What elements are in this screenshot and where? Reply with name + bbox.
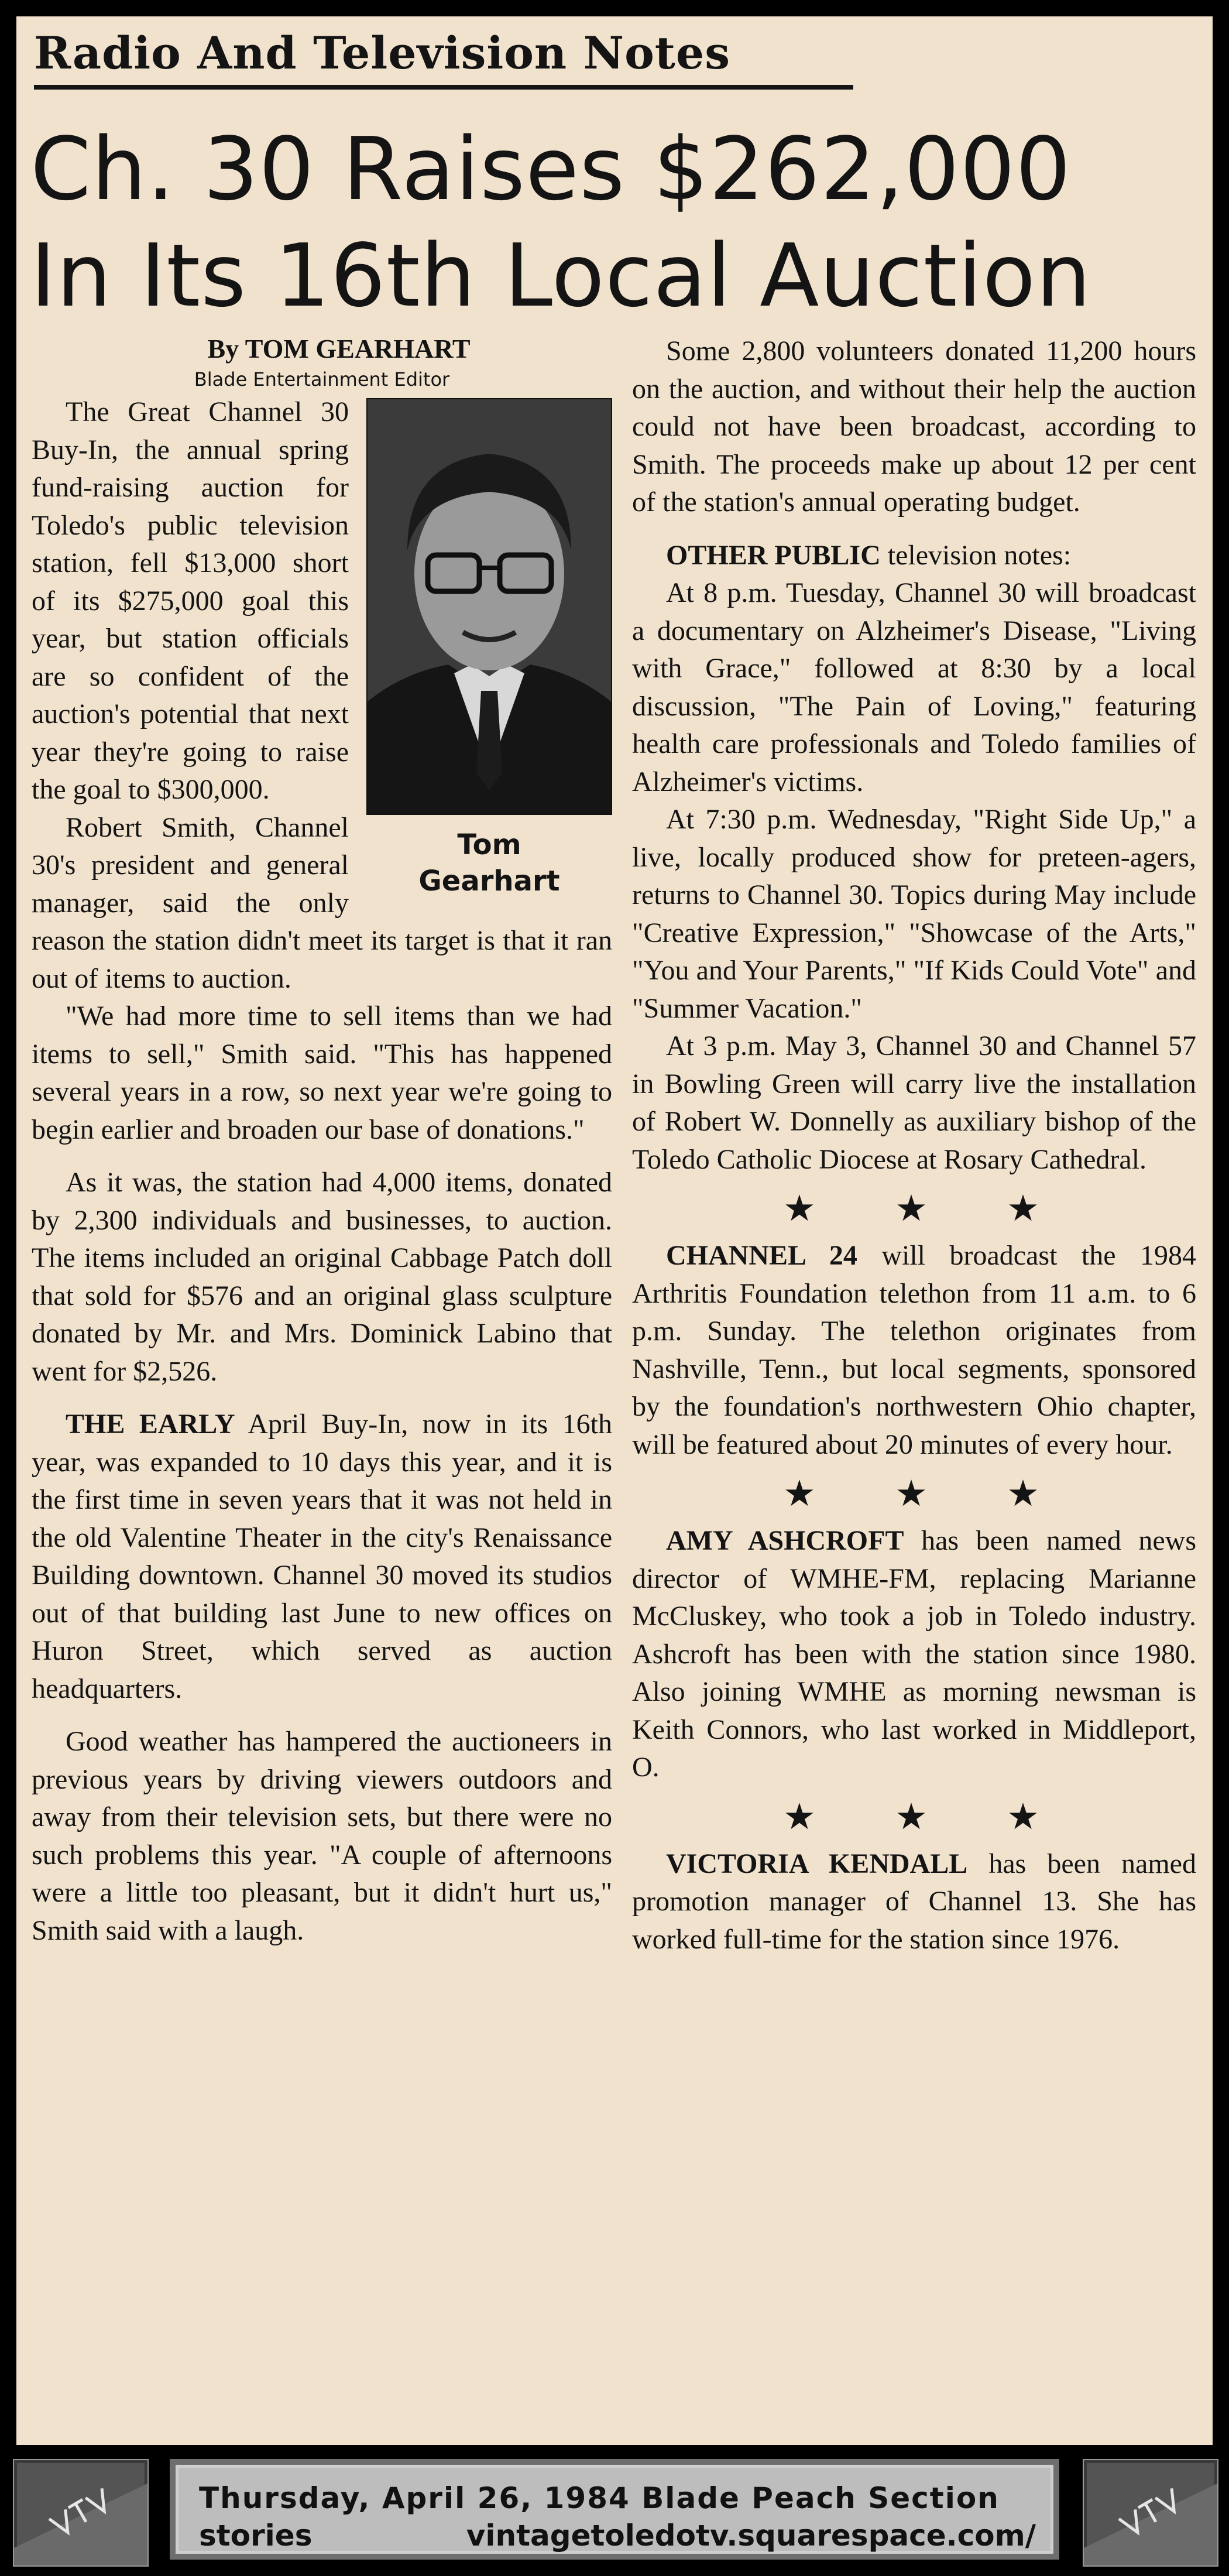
newspaper-clipping xyxy=(16,16,1213,2445)
paragraph: As it was, the station had 4,000 items, donated by 2,300 individuals and businesses, to auction. The items included an original Cabbage Patch doll that sold for $576 and an original glass sculpture donated by Mr. and Mrs. Dominick Labino that went for $2,526. xyxy=(32,1167,612,1387)
paragraph: AMY ASHCROFT has been named news director of WMHE-FM, replacing Marianne McCluskey, who took a job in Toledo industry. Ashcroft has been with the station since 1980. Also joining WMHE as morning newsman is Keith Connors, who last worked in Middleport, O. xyxy=(632,1525,1196,1783)
footer-caption-box xyxy=(170,2459,1059,2560)
footer-stories-label: stories xyxy=(199,2519,313,2553)
footer-date-line: Thursday, April 26, 1984 Blade Peach Section xyxy=(199,2481,1000,2515)
paragraph: OTHER PUBLIC television notes: xyxy=(666,539,1072,571)
star-divider: ★ ★ ★ xyxy=(783,1474,1074,1514)
byline-title: Blade Entertainment Editor xyxy=(194,368,450,390)
byline: By TOM GEARHART xyxy=(207,334,471,364)
headline-line-1: Ch. 30 Raises $262,000 xyxy=(30,119,1072,220)
paragraph: At 3 p.m. May 3, Channel 30 and Channel 57 in Bowling Green will carry live the installation of Robert W. Donnelly as auxiliary bishop of the Toledo Catholic Diocese at Rosary Cathedral. xyxy=(632,1030,1196,1175)
star-divider: ★ ★ ★ xyxy=(783,1189,1074,1229)
left-column xyxy=(32,333,612,1950)
footer-banner xyxy=(0,2451,1229,2576)
paragraph: Robert Smith, Channel 30's president and general manager, said the only reason the station didn't meet its target is that it ran out of items to auction. xyxy=(32,811,612,994)
paragraph: The Great Channel 30 Buy-In, the annual spring fund-raising auction for Toledo's public television station, fell $13,000 short of its $275,000 goal this year, but station officials are so confident of the auction's potential that next year they're going to raise the goal to $300,000. xyxy=(32,396,349,805)
vtv-logo-icon xyxy=(13,2459,149,2567)
paragraph: At 8 p.m. Tuesday, Channel 30 will broadcast a documentary on Alzheimer's Disease, "Living with Grace," followed at 8:30 by a local discussion, "The Pain of Loving," featuring health care professionals and Toledo families of Alzheimer's victims. xyxy=(632,577,1196,797)
paragraph: At 7:30 p.m. Wednesday, "Right Side Up," a live, locally produced show for preteen-agers, returns to Channel 30. Topics during May include "Creative Expression," "Showcase of the Arts," "You and Your Parents," "If Kids Could Vote" and "Summer Vacation." xyxy=(632,804,1196,1024)
right-column xyxy=(632,333,1196,1958)
section-title: Radio And Television Notes xyxy=(34,27,853,90)
paragraph: VICTORIA KENDALL has been named promotion manager of Channel 13. She has worked full-time for the station since 1976. xyxy=(632,1848,1196,1955)
paragraph: "We had more time to sell items than we had items to sell," Smith said. "This has happened several years in a row, so next year we're going to begin earlier and broaden our base of donations." xyxy=(32,1001,612,1145)
author-photo xyxy=(366,398,612,899)
photo-caption: Tom Gearhart xyxy=(418,828,560,898)
paragraph: CHANNEL 24 will broadcast the 1984 Arthritis Foundation telethon from 11 a.m. to 6 p.m. Sunday. The telethon originates from Nashville, Tenn., but local segments, sponsored by the foundation's northwestern Ohio chapter, will be featured about 20 minutes of every hour. xyxy=(632,1240,1196,1460)
paragraph: Good weather has hampered the auctioneers in previous years by driving viewers outdoors and away from their television sets, but there were no such problems this year. "A couple of afternoons were a little too pleasant, but it didn't hurt us," Smith said with a laugh. xyxy=(32,1726,612,1946)
headline xyxy=(30,116,1177,329)
vtv-logo-icon xyxy=(1083,2459,1218,2567)
star-divider: ★ ★ ★ xyxy=(783,1797,1074,1837)
portrait-photo xyxy=(366,398,612,815)
paragraph: THE EARLY April Buy-In, now in its 16th year, was expanded to 10 days this year, and it is the first time in seven years that it was not held in the old Valentine Theater in the city's Renaissance Building downtown. Channel 30 moved its studios out of that building last June to new offices on Huron Street, which served as auction headquarters. xyxy=(32,1409,613,1704)
headline-line-2: In Its 16th Local Auction xyxy=(30,225,1092,326)
footer-url[interactable]: vintagetoledotv.squarespace.com/ xyxy=(466,2519,1036,2553)
paragraph: Some 2,800 volunteers donated 11,200 hours on the auction, and without their help the auction could not have been broadcast, according to Smith. The proceeds make up about 12 per cent of the station's annual operating budget. xyxy=(632,335,1196,518)
